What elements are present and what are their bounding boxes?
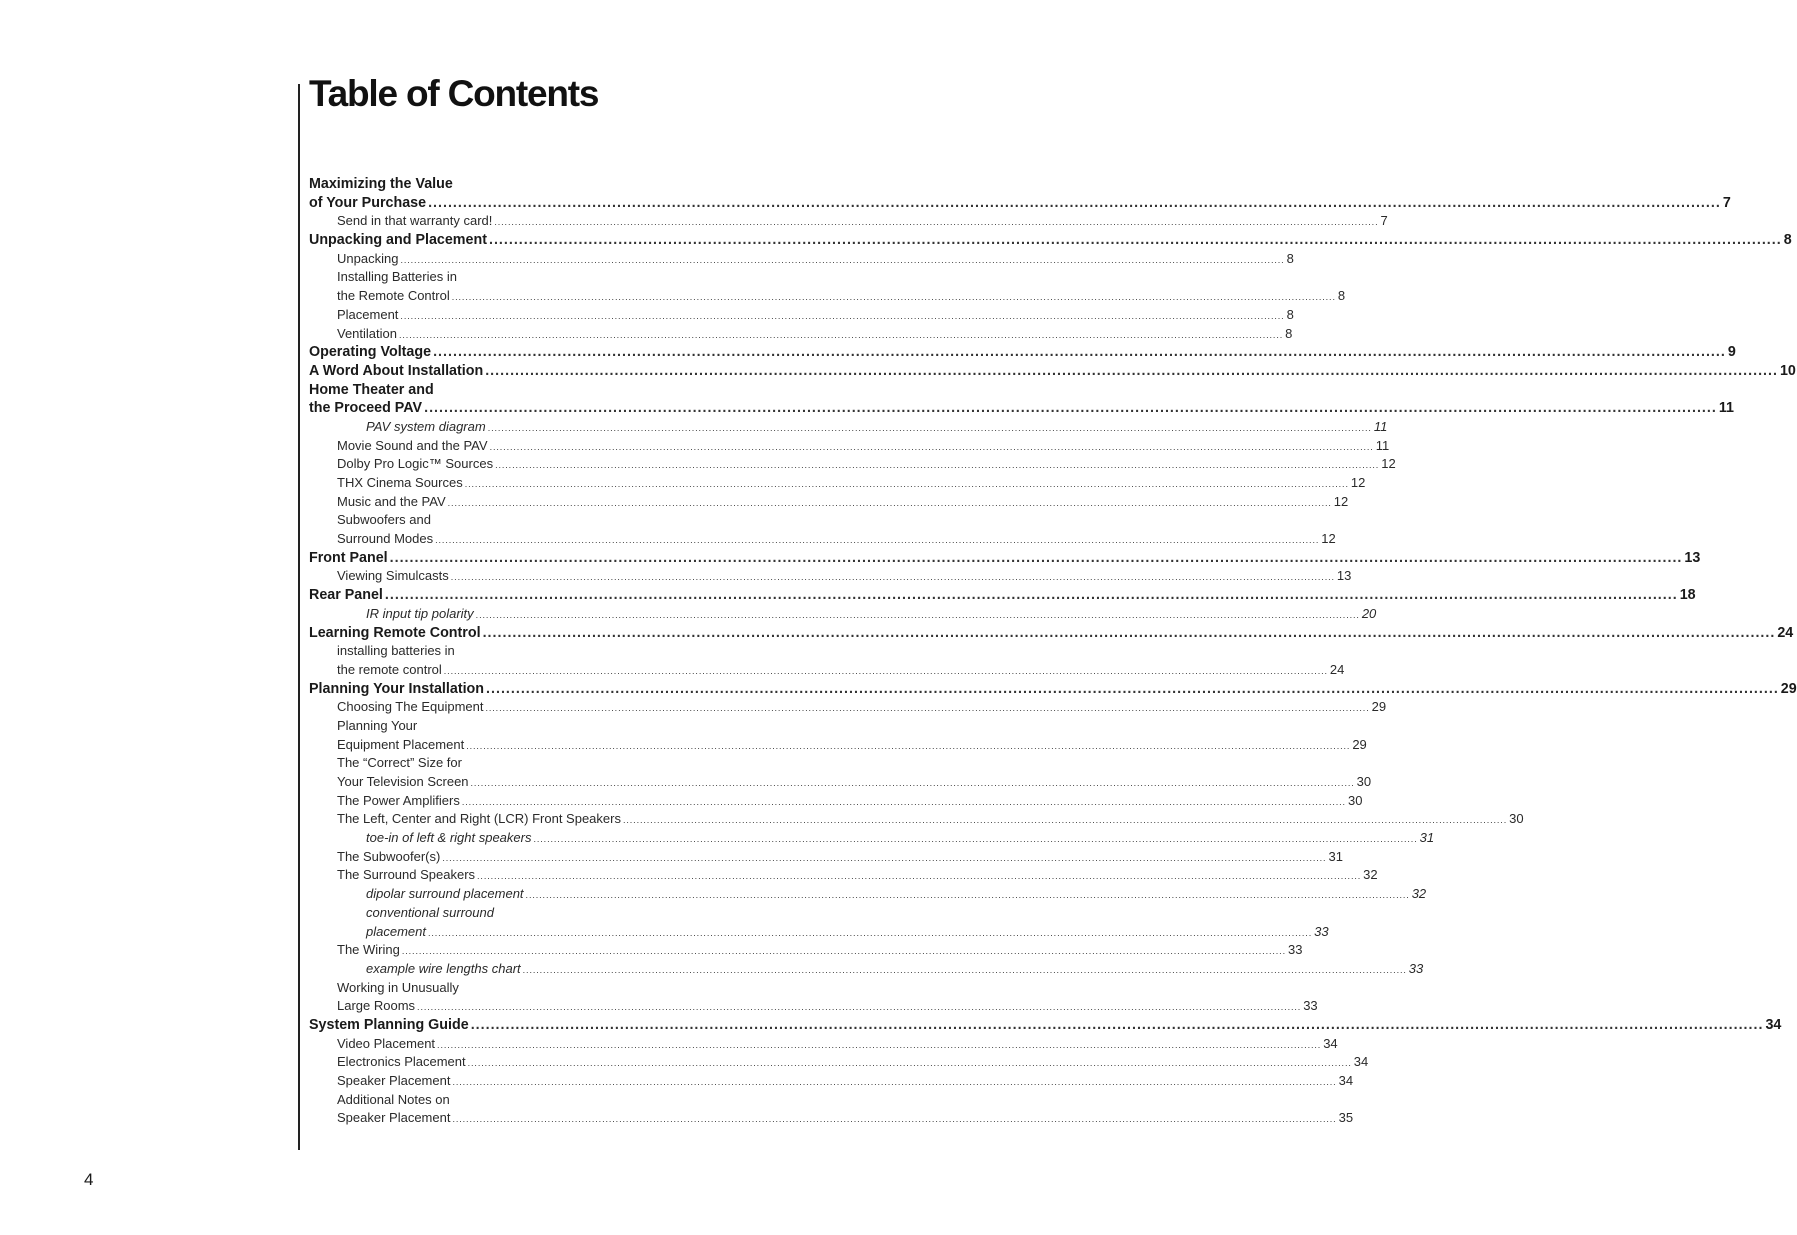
toc-entry-page: 7 <box>1722 194 1731 211</box>
toc-entry[interactable] <box>309 474 1366 493</box>
toc-entry[interactable] <box>309 848 1343 867</box>
toc-entry-title: Music and the PAV <box>337 493 446 509</box>
toc-entry-page: 10 <box>1779 362 1796 379</box>
toc-entry-title: Home Theater and <box>309 381 434 398</box>
toc-entry-page: 20 <box>1361 605 1377 621</box>
dot-leader: .................................................................................................................................................................................................................................................................... <box>525 890 1410 901</box>
dot-leader: .................................................................................................................................................................................................................................................................... <box>488 232 1782 249</box>
toc-entry-title: IR input tip polarity <box>366 605 474 621</box>
dot-leader: .................................................................................................................................................................................................................................................................... <box>477 871 1362 882</box>
toc-entry-title: Planning Your Installation <box>309 680 485 697</box>
toc-entry[interactable] <box>309 923 1329 942</box>
dot-leader: .................................................................................................................................................................................................................................................................... <box>489 441 1374 452</box>
toc-entry-title: System Planning Guide <box>309 1016 469 1033</box>
toc-entry-title: the Proceed PAV <box>309 400 423 417</box>
toc-entry-page: 24 <box>1777 624 1794 641</box>
toc-entry[interactable] <box>309 1091 838 1110</box>
toc-entry-title: the remote control <box>337 661 442 677</box>
toc-entry-page: 12 <box>1333 493 1349 509</box>
toc-entry-title: Video Placement <box>337 1035 436 1051</box>
toc-entry[interactable] <box>309 455 1396 474</box>
toc-entry[interactable] <box>309 250 1294 269</box>
toc-entry-title: Speaker Placement <box>337 1110 451 1126</box>
toc-entry[interactable] <box>309 399 1734 418</box>
toc-entry[interactable] <box>309 586 1696 605</box>
toc-entry-page: 30 <box>1347 792 1363 808</box>
dot-leader: .................................................................................................................................................................................................................................................................... <box>475 609 1360 620</box>
toc-entry[interactable] <box>309 493 1349 512</box>
toc-entry[interactable] <box>309 1109 1354 1128</box>
toc-entry-title: THX Cinema Sources <box>337 475 463 490</box>
toc-entry-title: Equipment Placement <box>337 736 465 752</box>
toc-entry[interactable] <box>309 941 1303 960</box>
dot-leader: .................................................................................................................................................................................................................................................................... <box>622 815 1508 826</box>
dot-leader: .................................................................................................................................................................................................................................................................... <box>467 1058 1352 1069</box>
toc-entry-title: Viewing Simulcasts <box>337 568 449 584</box>
toc-entry-page: 33 <box>1288 942 1303 958</box>
dot-leader: .................................................................................................................................................................................................................................................................... <box>435 535 1320 546</box>
dot-leader: .................................................................................................................................................................................................................................................................... <box>389 549 1683 566</box>
toc-entry-title: Large Rooms <box>337 998 416 1014</box>
toc-entry-title: Unpacking and Placement <box>309 232 487 249</box>
toc-entry-title: Working in Unusually <box>337 979 459 995</box>
toc-entry[interactable] <box>309 567 1352 586</box>
toc-entry[interactable] <box>309 642 838 661</box>
dot-leader: .................................................................................................................................................................................................................................................................... <box>485 703 1370 714</box>
dot-leader: .................................................................................................................................................................................................................................................................... <box>428 194 1721 211</box>
dot-leader: .................................................................................................................................................................................................................................................................... <box>470 1016 1764 1033</box>
toc-entry-title: The Power Amplifiers <box>337 792 460 808</box>
dot-leader: .................................................................................................................................................................................................................................................................... <box>452 1114 1337 1125</box>
dot-leader: .................................................................................................................................................................................................................................................................... <box>482 624 1776 641</box>
toc-entry-title: A Word About Installation <box>309 362 484 379</box>
dot-leader: .................................................................................................................................................................................................................................................................... <box>399 329 1284 340</box>
dot-leader: .................................................................................................................................................................................................................................................................... <box>495 460 1380 471</box>
toc-entry-page: 30 <box>1356 774 1372 789</box>
toc-entry[interactable] <box>309 1016 1782 1035</box>
dot-leader: .................................................................................................................................................................................................................................................................... <box>487 422 1372 433</box>
toc-entry-title: Send in that warranty card! <box>337 213 493 229</box>
dot-leader: .................................................................................................................................................................................................................................................................... <box>433 344 1726 361</box>
toc-entry-page: 8 <box>1337 288 1346 304</box>
toc-entry-page: 34 <box>1338 1073 1354 1088</box>
toc-entry-page: 29 <box>1371 699 1387 715</box>
toc-entry-page: 34 <box>1353 1054 1369 1070</box>
toc-entry[interactable] <box>309 511 838 530</box>
toc-entry[interactable] <box>309 773 1372 792</box>
toc-entry-title: PAV system diagram <box>366 418 486 434</box>
toc-entry[interactable] <box>309 736 1367 755</box>
toc-entry-title: Operating Voltage <box>309 344 432 361</box>
dot-leader: .................................................................................................................................................................................................................................................................... <box>400 310 1285 321</box>
toc-entry-title: The Surround Speakers <box>337 867 476 883</box>
toc-entry-page: 32 <box>1363 867 1378 883</box>
toc-entry[interactable] <box>309 1072 1354 1091</box>
toc-entry-page: 8 <box>1286 250 1294 266</box>
toc-entry-page: 30 <box>1509 811 1524 827</box>
toc-entry-page: 8 <box>1286 306 1294 322</box>
toc-entry-title: Speaker Placement <box>337 1073 451 1088</box>
dot-leader: .................................................................................................................................................................................................................................................................... <box>464 479 1349 489</box>
toc-entry-page: 11 <box>1373 418 1388 434</box>
toc-entry-title: Dolby Pro Logic™ Sources <box>337 456 494 472</box>
toc-entry[interactable] <box>309 1035 1338 1054</box>
toc-entry[interactable] <box>309 810 1524 829</box>
dot-leader: .................................................................................................................................................................................................................................................................... <box>470 778 1355 788</box>
toc-entry-title: conventional surround <box>366 904 494 920</box>
toc-entry-page: 32 <box>1411 886 1427 902</box>
dot-leader: .................................................................................................................................................................................................................................................................... <box>401 946 1286 957</box>
toc-entry-title: dipolar surround placement <box>366 886 524 902</box>
toc-entry[interactable] <box>309 325 1293 344</box>
toc-entry-title: The Subwoofer(s) <box>337 848 441 864</box>
toc-entry-title: Your Television Screen <box>337 774 469 789</box>
toc-entry[interactable] <box>309 605 1377 624</box>
toc-entry-title: Planning Your <box>337 717 418 733</box>
dot-leader: .................................................................................................................................................................................................................................................................... <box>424 400 1717 417</box>
toc-entry[interactable] <box>309 287 1346 306</box>
toc-entry-title: example wire lengths chart <box>366 960 521 976</box>
dot-leader: .................................................................................................................................................................................................................................................................... <box>443 665 1328 676</box>
toc-entry[interactable] <box>309 362 1796 381</box>
toc-entry-page: 11 <box>1718 400 1734 417</box>
toc-entry-page: 13 <box>1336 568 1352 584</box>
toc-entry-page: 12 <box>1381 456 1396 472</box>
toc-entry[interactable] <box>309 904 838 923</box>
dot-leader: .................................................................................................................................................................................................................................................................... <box>384 587 1678 604</box>
toc-entry[interactable] <box>309 212 1388 231</box>
toc-entry[interactable] <box>309 661 1345 680</box>
toc-entry-page: 31 <box>1419 830 1435 846</box>
toc-entry[interactable] <box>309 979 838 998</box>
toc-entry-title: The Left, Center and Right (LCR) Front Speakers <box>337 811 621 827</box>
toc-list <box>309 175 1797 1128</box>
toc-entry[interactable] <box>309 698 1387 717</box>
toc-entry-page: 29 <box>1780 680 1797 697</box>
dot-leader: .................................................................................................................................................................................................................................................................... <box>442 852 1327 863</box>
dot-leader: .................................................................................................................................................................................................................................................................... <box>533 834 1418 845</box>
toc-entry[interactable] <box>309 268 838 287</box>
toc-entry-page: 34 <box>1765 1016 1782 1033</box>
dot-leader: .................................................................................................................................................................................................................................................................... <box>494 217 1379 228</box>
dot-leader: .................................................................................................................................................................................................................................................................... <box>427 927 1313 938</box>
dot-leader: .................................................................................................................................................................................................................................................................... <box>437 1039 1322 1050</box>
toc-entry[interactable] <box>309 680 1797 699</box>
toc-entry-title: Learning Remote Control <box>309 624 481 641</box>
page-title: Table of Contents <box>309 73 599 114</box>
toc-entry[interactable] <box>309 717 838 736</box>
toc-entry-title: Additional Notes on <box>337 1091 450 1107</box>
toc-entry-page: 24 <box>1329 661 1345 677</box>
toc-entry-page: 33 <box>1314 923 1329 939</box>
toc-entry-title: installing batteries in <box>337 643 455 659</box>
toc-entry[interactable] <box>309 624 1794 643</box>
toc-entry-title: of Your Purchase <box>309 194 427 211</box>
toc-entry-page: 34 <box>1323 1035 1338 1051</box>
toc-entry-page: 8 <box>1285 325 1293 341</box>
toc-entry-title: Maximizing the Value <box>309 176 453 192</box>
toc-entry[interactable] <box>309 194 1731 213</box>
toc-entry-title: The Wiring <box>337 942 400 958</box>
toc-entry-title: The “Correct” Size for <box>337 755 462 771</box>
toc-entry-title: Installing Batteries in <box>337 269 457 285</box>
toc-entry-title: Subwoofers and <box>337 512 431 528</box>
page-number: 4 <box>84 1170 94 1189</box>
toc-entry[interactable] <box>309 418 1388 437</box>
toc-entry[interactable] <box>309 231 1792 250</box>
toc-entry-title: Unpacking <box>337 250 399 266</box>
toc-entry-title: the Remote Control <box>337 288 450 304</box>
toc-entry-title: Rear Panel <box>309 587 383 604</box>
toc-entry-title: Surround Modes <box>337 531 434 547</box>
toc-entry-page: 12 <box>1321 531 1336 547</box>
toc-entry-page: 13 <box>1684 549 1701 566</box>
toc-entry-page: 33 <box>1303 998 1318 1014</box>
toc-entry-page: 9 <box>1727 344 1736 361</box>
toc-entry-page: 31 <box>1328 848 1343 864</box>
toc-entry[interactable] <box>309 866 1378 885</box>
toc-entry[interactable] <box>309 530 1336 549</box>
dot-leader: .................................................................................................................................................................................................................................................................... <box>447 497 1332 508</box>
toc-entry-page: 11 <box>1375 437 1390 453</box>
dot-leader: .................................................................................................................................................................................................................................................................... <box>451 292 1336 303</box>
toc-entry-title: Front Panel <box>309 549 388 566</box>
toc-entry-page: 35 <box>1338 1110 1354 1126</box>
toc-entry[interactable] <box>309 792 1363 811</box>
toc-entry-title: Electronics Placement <box>337 1054 466 1070</box>
toc-entry-title: placement <box>366 923 426 939</box>
dot-leader: .................................................................................................................................................................................................................................................................... <box>522 964 1407 975</box>
toc-entry[interactable] <box>309 343 1736 362</box>
toc-entry-page: 29 <box>1352 736 1367 752</box>
toc-entry-title: Ventilation <box>337 325 397 341</box>
toc-entry[interactable] <box>309 997 1318 1016</box>
toc-entry[interactable] <box>309 1053 1369 1072</box>
toc-entry[interactable] <box>309 175 838 194</box>
toc-entry[interactable] <box>309 960 1424 979</box>
toc-entry-title: Placement <box>337 306 399 322</box>
dot-leader: .................................................................................................................................................................................................................................................................... <box>452 1077 1337 1087</box>
toc-entry-page: 8 <box>1783 232 1792 249</box>
dot-leader: .................................................................................................................................................................................................................................................................... <box>400 254 1285 265</box>
dot-leader: .................................................................................................................................................................................................................................................................... <box>466 740 1351 751</box>
toc-entry[interactable] <box>309 437 1390 456</box>
toc-entry-page: 18 <box>1679 587 1696 604</box>
toc-entry[interactable] <box>309 549 1701 568</box>
toc-entry[interactable] <box>309 754 838 773</box>
toc-entry-page: 33 <box>1408 960 1424 976</box>
toc-entry-title: Movie Sound and the PAV <box>337 437 488 453</box>
dot-leader: .................................................................................................................................................................................................................................................................... <box>450 572 1335 583</box>
dot-leader: .................................................................................................................................................................................................................................................................... <box>417 1002 1302 1013</box>
dot-leader: .................................................................................................................................................................................................................................................................... <box>485 362 1778 379</box>
toc-entry[interactable] <box>309 885 1427 904</box>
toc-entry-title: toe-in of left & right speakers <box>366 830 532 846</box>
toc-entry[interactable] <box>309 829 1435 848</box>
dot-leader: .................................................................................................................................................................................................................................................................... <box>486 680 1779 697</box>
vertical-rule <box>298 84 300 1150</box>
toc-entry[interactable] <box>309 381 838 400</box>
toc-entry-page: 12 <box>1350 475 1366 490</box>
toc-entry[interactable] <box>309 306 1294 325</box>
dot-leader: .................................................................................................................................................................................................................................................................... <box>461 796 1346 807</box>
toc-entry-page: 7 <box>1380 213 1388 229</box>
toc-entry-title: Choosing The Equipment <box>337 699 484 715</box>
